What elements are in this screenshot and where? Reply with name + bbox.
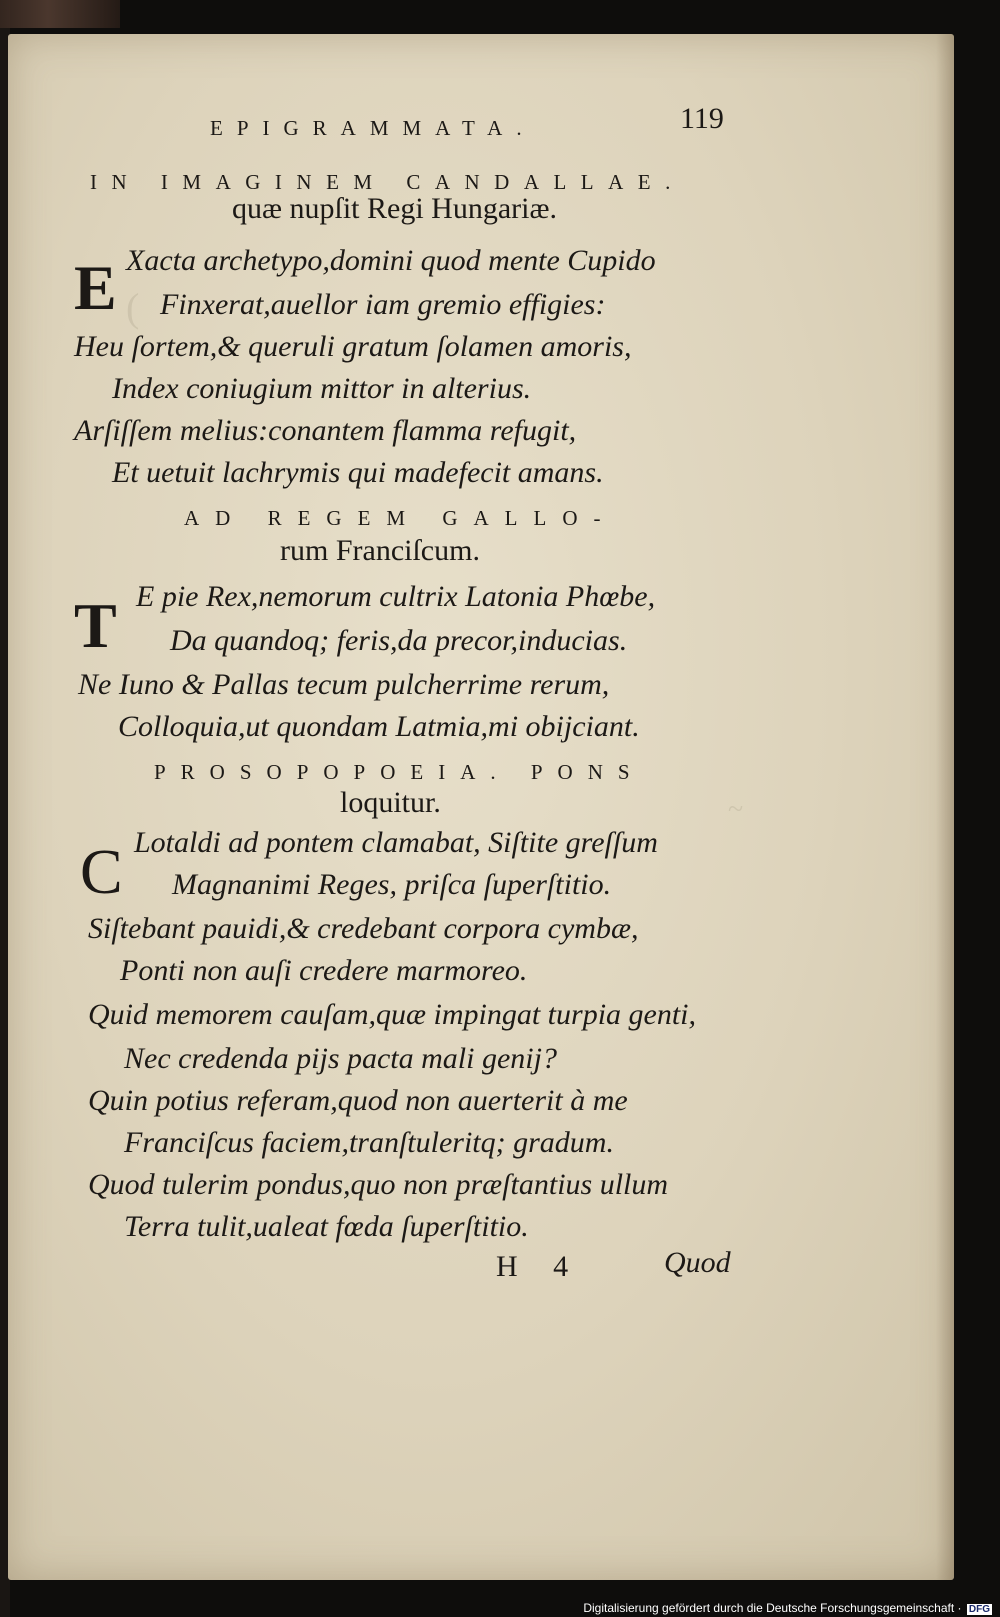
drop-initial: C	[80, 836, 123, 907]
verse-line: Quin potius referam,quod non auerterit à me	[88, 1084, 628, 1117]
verse-line: Heu ſortem,& queruli gratum ſolamen amoris,	[74, 330, 632, 363]
page-edge-shadow	[936, 34, 954, 1580]
poem-subtitle: rum Franciſcum.	[280, 534, 480, 567]
verse-line: Ne Iuno & Pallas tecum pulcherrime rerum,	[78, 668, 610, 701]
verse-line: Nec credenda pijs pacta mali genij?	[124, 1042, 557, 1075]
drop-initial: T	[74, 590, 117, 661]
credit-text: Digitalisierung gefördert durch die Deutsche Forschungsgemeinschaft	[583, 1601, 955, 1615]
verse-line: Quod tulerim pondus,quo non præſtantius ullum	[88, 1168, 669, 1201]
verse-line: Et uetuit lachrymis qui madefecit amans.	[112, 456, 604, 489]
poem-subtitle: quæ nupſit Regi Hungariæ.	[232, 192, 557, 225]
verse-line: Lotaldi ad pontem clamabat, Siſtite greſſum	[134, 826, 658, 859]
show-through-bleed: ~	[728, 794, 744, 825]
verse-line: Siſtebant pauidi,& credebant corpora cymbæ,	[88, 912, 639, 945]
credit-separator: ·	[957, 1601, 962, 1615]
verse-line: Colloquia,ut quondam Latmia,mi obijciant.	[118, 710, 640, 743]
signature-mark: H 4	[496, 1250, 583, 1283]
verse-line: Magnanimi Reges, priſca ſuperſtitio.	[172, 868, 612, 901]
binding-tie	[0, 0, 120, 28]
verse-line: Da quandoq; feris,da precor,inducias.	[170, 624, 628, 657]
verse-line: Index coniugium mittor in alterius.	[112, 372, 532, 405]
page-number: 119	[680, 102, 724, 135]
drop-initial: E	[74, 252, 117, 323]
show-through-bleed: (	[126, 285, 140, 330]
book-page	[8, 34, 954, 1580]
dfg-logo: DFG	[968, 1604, 990, 1615]
poem-title: PROSOPOPOEIA. PONS	[154, 760, 645, 784]
catchword: Quod	[664, 1246, 731, 1279]
verse-line: Xacta archetypo,domini quod mente Cupido	[126, 244, 656, 277]
poem-title: AD REGEM GALLO-	[184, 506, 617, 530]
poem-subtitle: loquitur.	[340, 786, 441, 819]
verse-line: Franciſcus faciem,tranſtuleritq; gradum.	[124, 1126, 614, 1159]
verse-line: Arſiſſem melius:conantem flamma refugit,	[74, 414, 577, 447]
verse-line: Finxerat,auellor iam gremio effigies:	[160, 288, 606, 321]
verse-line: Ponti non auſi credere marmoreo.	[120, 954, 528, 987]
running-title: EPIGRAMMATA.	[210, 116, 536, 140]
poem-title: IN IMAGINEM CANDALLAE.	[90, 170, 685, 194]
digitization-credit	[583, 1601, 992, 1615]
verse-line: Quid memorem cauſam,quæ impingat turpia genti,	[88, 998, 697, 1031]
verse-line: Terra tulit,ualeat fœda ſuperſtitio.	[124, 1210, 529, 1243]
verse-line: E pie Rex,nemorum cultrix Latonia Phœbe,	[136, 580, 656, 613]
